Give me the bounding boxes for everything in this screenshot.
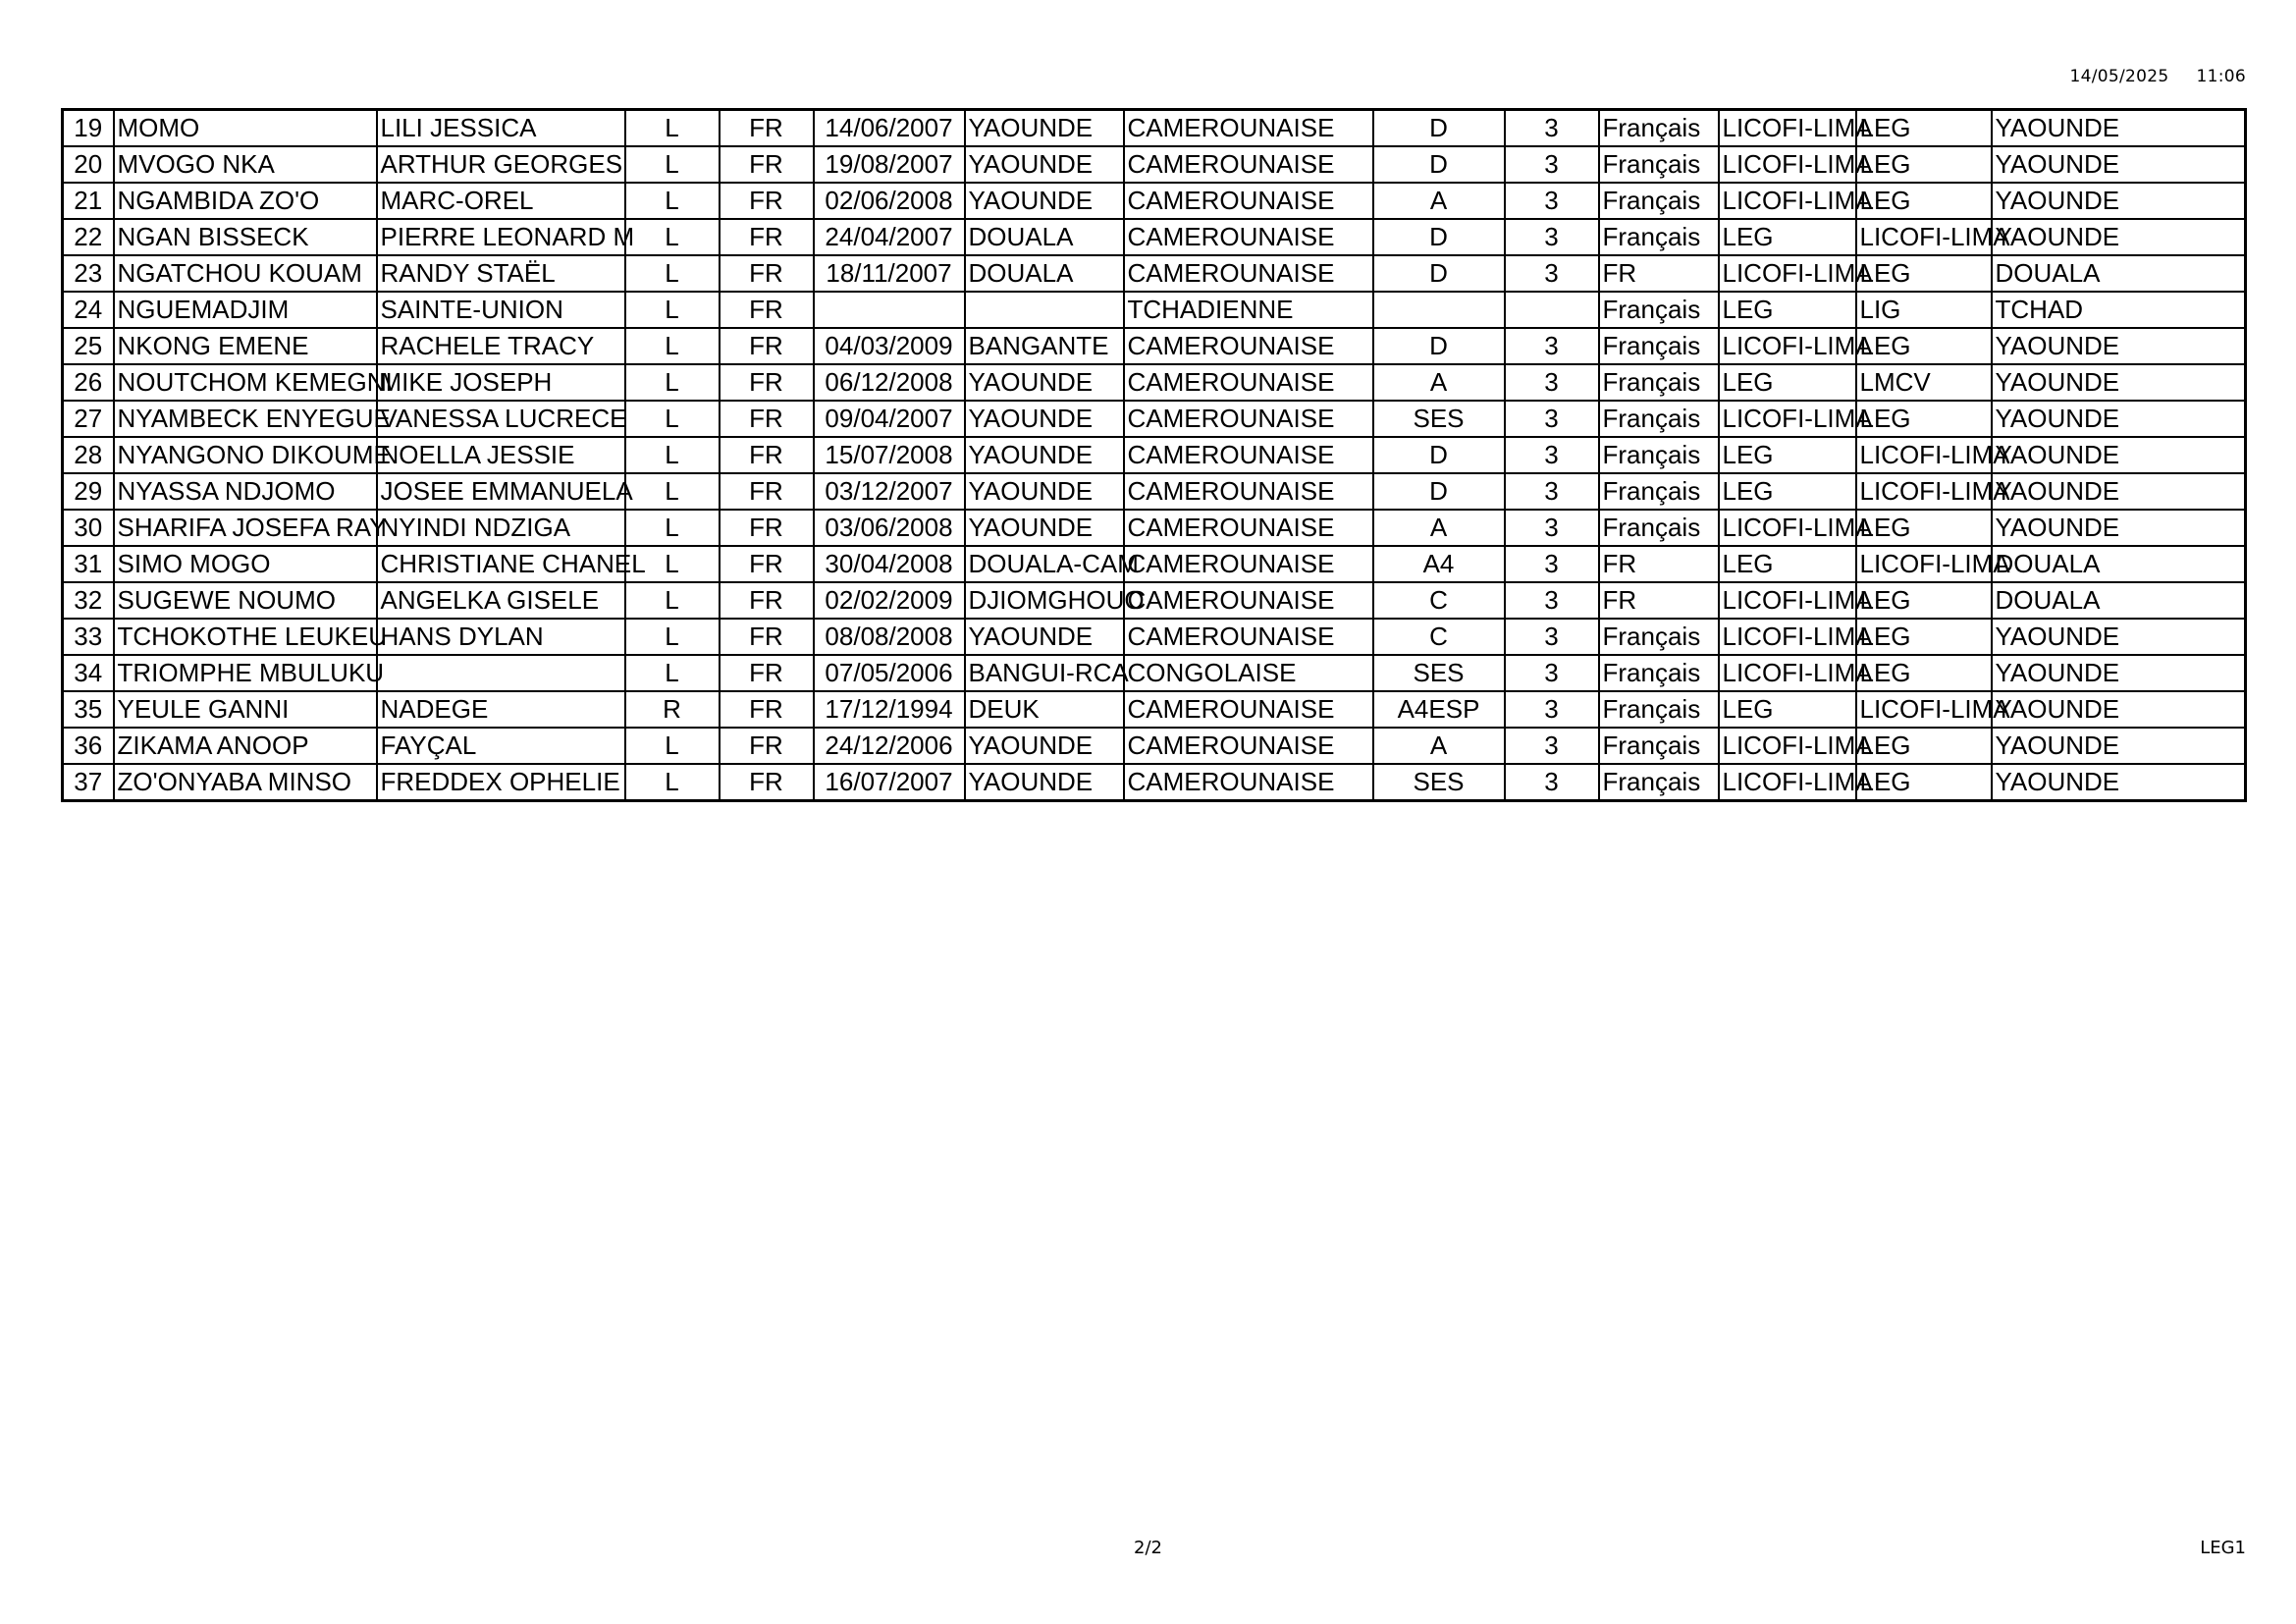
- city-cell: YAOUNDE: [1992, 764, 2246, 801]
- language-cell: FR: [720, 110, 814, 147]
- series-cell: D: [1373, 437, 1505, 473]
- row-number: 20: [63, 146, 114, 183]
- last-name-cell: NYAMBECK ENYEGUE: [114, 401, 377, 437]
- teaching-language-cell: FR: [1599, 546, 1719, 582]
- status-cell: R: [625, 691, 720, 728]
- table-row: [63, 582, 2246, 619]
- status-cell: L: [625, 619, 720, 655]
- table-row: [63, 510, 2246, 546]
- birth-date-cell: 24/12/2006: [814, 728, 965, 764]
- series-cell: A: [1373, 183, 1505, 219]
- level-cell: 3: [1505, 582, 1599, 619]
- series-cell: [1373, 292, 1505, 328]
- teaching-language-cell: FR: [1599, 255, 1719, 292]
- level-cell: 3: [1505, 110, 1599, 147]
- level-cell: 3: [1505, 255, 1599, 292]
- status-cell: L: [625, 255, 720, 292]
- series-cell: A4ESP: [1373, 691, 1505, 728]
- series-cell: C: [1373, 619, 1505, 655]
- last-name-cell: SUGEWE NOUMO: [114, 582, 377, 619]
- teaching-language-cell: Français: [1599, 146, 1719, 183]
- language-cell: FR: [720, 619, 814, 655]
- first-name-cell: ARTHUR GEORGES: [377, 146, 625, 183]
- table-row: [63, 437, 2246, 473]
- choice-2-cell: LEG: [1856, 728, 1992, 764]
- first-name-cell: MIKE JOSEPH: [377, 364, 625, 401]
- teaching-language-cell: Français: [1599, 473, 1719, 510]
- roster-body: [63, 110, 2246, 801]
- choice-1-cell: LICOFI-LIMA: [1719, 728, 1856, 764]
- table-row: [63, 619, 2246, 655]
- language-cell: FR: [720, 219, 814, 255]
- level-cell: 3: [1505, 510, 1599, 546]
- teaching-language-cell: Français: [1599, 110, 1719, 147]
- birth-place-cell: YAOUNDE: [965, 764, 1124, 801]
- choice-1-cell: LEG: [1719, 292, 1856, 328]
- last-name-cell: YEULE GANNI: [114, 691, 377, 728]
- last-name-cell: ZIKAMA ANOOP: [114, 728, 377, 764]
- language-cell: FR: [720, 728, 814, 764]
- teaching-language-cell: Français: [1599, 764, 1719, 801]
- series-cell: A: [1373, 364, 1505, 401]
- birth-date-cell: 03/12/2007: [814, 473, 965, 510]
- level-cell: 3: [1505, 364, 1599, 401]
- table-row: [63, 473, 2246, 510]
- sheet-name: LEG1: [2200, 1538, 2246, 1558]
- row-number: 35: [63, 691, 114, 728]
- table-row: [63, 691, 2246, 728]
- birth-place-cell: YAOUNDE: [965, 619, 1124, 655]
- series-cell: C: [1373, 582, 1505, 619]
- choice-1-cell: LEG: [1719, 473, 1856, 510]
- city-cell: YAOUNDE: [1992, 219, 2246, 255]
- choice-2-cell: LMCV: [1856, 364, 1992, 401]
- birth-date-cell: 02/02/2009: [814, 582, 965, 619]
- level-cell: 3: [1505, 328, 1599, 364]
- row-number: 19: [63, 110, 114, 147]
- choice-2-cell: LEG: [1856, 510, 1992, 546]
- level-cell: 3: [1505, 764, 1599, 801]
- teaching-language-cell: Français: [1599, 401, 1719, 437]
- choice-2-cell: LEG: [1856, 110, 1992, 147]
- student-roster-table: [61, 108, 2247, 802]
- birth-date-cell: 18/11/2007: [814, 255, 965, 292]
- choice-2-cell: LEG: [1856, 764, 1992, 801]
- city-cell: DOUALA: [1992, 546, 2246, 582]
- last-name-cell: NYANGONO DIKOUME: [114, 437, 377, 473]
- birth-date-cell: 07/05/2006: [814, 655, 965, 691]
- series-cell: SES: [1373, 764, 1505, 801]
- choice-2-cell: LEG: [1856, 146, 1992, 183]
- choice-1-cell: LEG: [1719, 437, 1856, 473]
- row-number: 33: [63, 619, 114, 655]
- first-name-cell: LILI JESSICA: [377, 110, 625, 147]
- teaching-language-cell: Français: [1599, 219, 1719, 255]
- nationality-cell: CAMEROUNAISE: [1124, 437, 1373, 473]
- language-cell: FR: [720, 655, 814, 691]
- series-cell: SES: [1373, 401, 1505, 437]
- teaching-language-cell: Français: [1599, 510, 1719, 546]
- teaching-language-cell: Français: [1599, 364, 1719, 401]
- birth-place-cell: YAOUNDE: [965, 437, 1124, 473]
- level-cell: 3: [1505, 146, 1599, 183]
- birth-date-cell: 08/08/2008: [814, 619, 965, 655]
- table-row: [63, 364, 2246, 401]
- choice-2-cell: LEG: [1856, 183, 1992, 219]
- print-timestamp: [2070, 67, 2246, 86]
- birth-place-cell: DEUK: [965, 691, 1124, 728]
- birth-place-cell: YAOUNDE: [965, 364, 1124, 401]
- choice-2-cell: LEG: [1856, 255, 1992, 292]
- birth-place-cell: DOUALA-CAM: [965, 546, 1124, 582]
- language-cell: FR: [720, 691, 814, 728]
- birth-date-cell: 06/12/2008: [814, 364, 965, 401]
- first-name-cell: SAINTE-UNION: [377, 292, 625, 328]
- level-cell: 3: [1505, 691, 1599, 728]
- teaching-language-cell: Français: [1599, 328, 1719, 364]
- table-row: [63, 546, 2246, 582]
- birth-date-cell: 16/07/2007: [814, 764, 965, 801]
- last-name-cell: NKONG EMENE: [114, 328, 377, 364]
- birth-place-cell: DOUALA: [965, 255, 1124, 292]
- level-cell: [1505, 292, 1599, 328]
- series-cell: A: [1373, 728, 1505, 764]
- series-cell: D: [1373, 473, 1505, 510]
- series-cell: SES: [1373, 655, 1505, 691]
- choice-1-cell: LICOFI-LIMA: [1719, 110, 1856, 147]
- nationality-cell: CAMEROUNAISE: [1124, 582, 1373, 619]
- city-cell: YAOUNDE: [1992, 510, 2246, 546]
- city-cell: YAOUNDE: [1992, 655, 2246, 691]
- first-name-cell: HANS DYLAN: [377, 619, 625, 655]
- choice-2-cell: LEG: [1856, 655, 1992, 691]
- language-cell: FR: [720, 510, 814, 546]
- choice-1-cell: LEG: [1719, 219, 1856, 255]
- language-cell: FR: [720, 473, 814, 510]
- choice-2-cell: LICOFI-LIMA: [1856, 437, 1992, 473]
- nationality-cell: CAMEROUNAISE: [1124, 546, 1373, 582]
- city-cell: YAOUNDE: [1992, 110, 2246, 147]
- status-cell: L: [625, 146, 720, 183]
- choice-1-cell: LICOFI-LIMA: [1719, 619, 1856, 655]
- nationality-cell: CAMEROUNAISE: [1124, 401, 1373, 437]
- teaching-language-cell: Français: [1599, 183, 1719, 219]
- choice-2-cell: LICOFI-LIMA: [1856, 473, 1992, 510]
- choice-1-cell: LICOFI-LIMA: [1719, 183, 1856, 219]
- choice-2-cell: LICOFI-LIMA: [1856, 219, 1992, 255]
- nationality-cell: CAMEROUNAISE: [1124, 764, 1373, 801]
- birth-date-cell: [814, 292, 965, 328]
- choice-1-cell: LEG: [1719, 546, 1856, 582]
- choice-1-cell: LEG: [1719, 364, 1856, 401]
- birth-date-cell: 30/04/2008: [814, 546, 965, 582]
- city-cell: YAOUNDE: [1992, 473, 2246, 510]
- row-number: 22: [63, 219, 114, 255]
- last-name-cell: SHARIFA JOSEFA RAY: [114, 510, 377, 546]
- status-cell: L: [625, 401, 720, 437]
- status-cell: L: [625, 328, 720, 364]
- city-cell: DOUALA: [1992, 255, 2246, 292]
- birth-date-cell: 17/12/1994: [814, 691, 965, 728]
- birth-place-cell: YAOUNDE: [965, 473, 1124, 510]
- birth-place-cell: YAOUNDE: [965, 401, 1124, 437]
- birth-place-cell: DOUALA: [965, 219, 1124, 255]
- birth-place-cell: BANGUI-RCA: [965, 655, 1124, 691]
- series-cell: A: [1373, 510, 1505, 546]
- choice-1-cell: LICOFI-LIMA: [1719, 655, 1856, 691]
- language-cell: FR: [720, 364, 814, 401]
- row-number: 26: [63, 364, 114, 401]
- language-cell: FR: [720, 546, 814, 582]
- table-row: [63, 728, 2246, 764]
- choice-1-cell: LICOFI-LIMA: [1719, 582, 1856, 619]
- nationality-cell: CAMEROUNAISE: [1124, 183, 1373, 219]
- last-name-cell: NGAMBIDA ZO'O: [114, 183, 377, 219]
- row-number: 30: [63, 510, 114, 546]
- city-cell: YAOUNDE: [1992, 146, 2246, 183]
- row-number: 28: [63, 437, 114, 473]
- city-cell: YAOUNDE: [1992, 728, 2246, 764]
- city-cell: YAOUNDE: [1992, 183, 2246, 219]
- choice-2-cell: LEG: [1856, 328, 1992, 364]
- teaching-language-cell: Français: [1599, 655, 1719, 691]
- nationality-cell: CAMEROUNAISE: [1124, 255, 1373, 292]
- first-name-cell: RACHELE TRACY: [377, 328, 625, 364]
- table-row: [63, 328, 2246, 364]
- first-name-cell: FREDDEX OPHELIE: [377, 764, 625, 801]
- table-row: [63, 219, 2246, 255]
- last-name-cell: ZO'ONYABA MINSO: [114, 764, 377, 801]
- birth-date-cell: 19/08/2007: [814, 146, 965, 183]
- last-name-cell: NGUEMADJIM: [114, 292, 377, 328]
- level-cell: 3: [1505, 401, 1599, 437]
- choice-2-cell: LICOFI-LIMA: [1856, 546, 1992, 582]
- level-cell: 3: [1505, 219, 1599, 255]
- row-number: 24: [63, 292, 114, 328]
- city-cell: YAOUNDE: [1992, 619, 2246, 655]
- first-name-cell: ANGELKA GISELE: [377, 582, 625, 619]
- table-row: [63, 764, 2246, 801]
- level-cell: 3: [1505, 437, 1599, 473]
- birth-place-cell: YAOUNDE: [965, 510, 1124, 546]
- last-name-cell: NYASSA NDJOMO: [114, 473, 377, 510]
- city-cell: YAOUNDE: [1992, 328, 2246, 364]
- nationality-cell: CAMEROUNAISE: [1124, 146, 1373, 183]
- last-name-cell: NGATCHOU KOUAM: [114, 255, 377, 292]
- choice-2-cell: LICOFI-LIMA: [1856, 691, 1992, 728]
- print-time: 11:06: [2196, 67, 2246, 86]
- table-row: [63, 255, 2246, 292]
- series-cell: D: [1373, 146, 1505, 183]
- status-cell: L: [625, 183, 720, 219]
- status-cell: L: [625, 437, 720, 473]
- row-number: 34: [63, 655, 114, 691]
- print-date: 14/05/2025: [2069, 67, 2169, 86]
- teaching-language-cell: Français: [1599, 292, 1719, 328]
- first-name-cell: NOELLA JESSIE: [377, 437, 625, 473]
- birth-date-cell: 15/07/2008: [814, 437, 965, 473]
- nationality-cell: CONGOLAISE: [1124, 655, 1373, 691]
- first-name-cell: PIERRE LEONARD M: [377, 219, 625, 255]
- birth-date-cell: 24/04/2007: [814, 219, 965, 255]
- nationality-cell: CAMEROUNAISE: [1124, 219, 1373, 255]
- last-name-cell: NOUTCHOM KEMEGNI: [114, 364, 377, 401]
- birth-date-cell: 03/06/2008: [814, 510, 965, 546]
- language-cell: FR: [720, 401, 814, 437]
- last-name-cell: NGAN BISSECK: [114, 219, 377, 255]
- row-number: 23: [63, 255, 114, 292]
- nationality-cell: CAMEROUNAISE: [1124, 691, 1373, 728]
- status-cell: L: [625, 110, 720, 147]
- nationality-cell: CAMEROUNAISE: [1124, 728, 1373, 764]
- last-name-cell: MVOGO NKA: [114, 146, 377, 183]
- status-cell: L: [625, 655, 720, 691]
- language-cell: FR: [720, 764, 814, 801]
- birth-place-cell: [965, 292, 1124, 328]
- first-name-cell: JOSEE EMMANUELA: [377, 473, 625, 510]
- choice-2-cell: LEG: [1856, 582, 1992, 619]
- level-cell: 3: [1505, 619, 1599, 655]
- birth-place-cell: DJIOMGHOUO: [965, 582, 1124, 619]
- series-cell: A4: [1373, 546, 1505, 582]
- status-cell: L: [625, 582, 720, 619]
- last-name-cell: SIMO MOGO: [114, 546, 377, 582]
- first-name-cell: FAYÇAL: [377, 728, 625, 764]
- nationality-cell: CAMEROUNAISE: [1124, 328, 1373, 364]
- nationality-cell: CAMEROUNAISE: [1124, 110, 1373, 147]
- level-cell: 3: [1505, 655, 1599, 691]
- status-cell: L: [625, 473, 720, 510]
- status-cell: L: [625, 219, 720, 255]
- choice-1-cell: LICOFI-LIMA: [1719, 328, 1856, 364]
- nationality-cell: CAMEROUNAISE: [1124, 619, 1373, 655]
- series-cell: D: [1373, 328, 1505, 364]
- language-cell: FR: [720, 437, 814, 473]
- nationality-cell: CAMEROUNAISE: [1124, 473, 1373, 510]
- teaching-language-cell: FR: [1599, 582, 1719, 619]
- level-cell: 3: [1505, 473, 1599, 510]
- birth-date-cell: 09/04/2007: [814, 401, 965, 437]
- choice-1-cell: LICOFI-LIMA: [1719, 146, 1856, 183]
- birth-date-cell: 04/03/2009: [814, 328, 965, 364]
- first-name-cell: VANESSA LUCRECE: [377, 401, 625, 437]
- row-number: 21: [63, 183, 114, 219]
- language-cell: FR: [720, 183, 814, 219]
- row-number: 37: [63, 764, 114, 801]
- birth-date-cell: 02/06/2008: [814, 183, 965, 219]
- nationality-cell: CAMEROUNAISE: [1124, 364, 1373, 401]
- table-row: [63, 292, 2246, 328]
- last-name-cell: TRIOMPHE MBULUKU: [114, 655, 377, 691]
- row-number: 36: [63, 728, 114, 764]
- city-cell: DOUALA: [1992, 582, 2246, 619]
- row-number: 32: [63, 582, 114, 619]
- series-cell: D: [1373, 219, 1505, 255]
- status-cell: L: [625, 546, 720, 582]
- city-cell: YAOUNDE: [1992, 364, 2246, 401]
- level-cell: 3: [1505, 183, 1599, 219]
- row-number: 27: [63, 401, 114, 437]
- choice-2-cell: LEG: [1856, 619, 1992, 655]
- series-cell: D: [1373, 255, 1505, 292]
- language-cell: FR: [720, 292, 814, 328]
- table-row: [63, 183, 2246, 219]
- first-name-cell: [377, 655, 625, 691]
- language-cell: FR: [720, 582, 814, 619]
- table-row: [63, 401, 2246, 437]
- birth-place-cell: YAOUNDE: [965, 110, 1124, 147]
- teaching-language-cell: Français: [1599, 728, 1719, 764]
- choice-1-cell: LICOFI-LIMA: [1719, 401, 1856, 437]
- first-name-cell: CHRISTIANE CHANEL: [377, 546, 625, 582]
- last-name-cell: MOMO: [114, 110, 377, 147]
- row-number: 29: [63, 473, 114, 510]
- choice-2-cell: LEG: [1856, 401, 1992, 437]
- status-cell: L: [625, 764, 720, 801]
- birth-place-cell: YAOUNDE: [965, 728, 1124, 764]
- choice-1-cell: LEG: [1719, 691, 1856, 728]
- page-number: 2/2: [1134, 1538, 1162, 1558]
- row-number: 25: [63, 328, 114, 364]
- first-name-cell: RANDY STAËL: [377, 255, 625, 292]
- city-cell: YAOUNDE: [1992, 691, 2246, 728]
- birth-date-cell: 14/06/2007: [814, 110, 965, 147]
- language-cell: FR: [720, 146, 814, 183]
- teaching-language-cell: Français: [1599, 691, 1719, 728]
- first-name-cell: NYINDI NDZIGA: [377, 510, 625, 546]
- level-cell: 3: [1505, 546, 1599, 582]
- table-row: [63, 655, 2246, 691]
- city-cell: YAOUNDE: [1992, 401, 2246, 437]
- teaching-language-cell: Français: [1599, 437, 1719, 473]
- nationality-cell: TCHADIENNE: [1124, 292, 1373, 328]
- level-cell: 3: [1505, 728, 1599, 764]
- status-cell: L: [625, 728, 720, 764]
- choice-1-cell: LICOFI-LIMA: [1719, 255, 1856, 292]
- row-number: 31: [63, 546, 114, 582]
- table-row: [63, 146, 2246, 183]
- birth-place-cell: YAOUNDE: [965, 183, 1124, 219]
- series-cell: D: [1373, 110, 1505, 147]
- nationality-cell: CAMEROUNAISE: [1124, 510, 1373, 546]
- teaching-language-cell: Français: [1599, 619, 1719, 655]
- language-cell: FR: [720, 255, 814, 292]
- first-name-cell: MARC-OREL: [377, 183, 625, 219]
- city-cell: TCHAD: [1992, 292, 2246, 328]
- status-cell: L: [625, 364, 720, 401]
- last-name-cell: TCHOKOTHE LEUKEU: [114, 619, 377, 655]
- status-cell: L: [625, 292, 720, 328]
- choice-1-cell: LICOFI-LIMA: [1719, 510, 1856, 546]
- choice-2-cell: LIG: [1856, 292, 1992, 328]
- table-row: [63, 110, 2246, 147]
- language-cell: FR: [720, 328, 814, 364]
- city-cell: YAOUNDE: [1992, 437, 2246, 473]
- birth-place-cell: BANGANTE: [965, 328, 1124, 364]
- birth-place-cell: YAOUNDE: [965, 146, 1124, 183]
- status-cell: L: [625, 510, 720, 546]
- first-name-cell: NADEGE: [377, 691, 625, 728]
- choice-1-cell: LICOFI-LIMA: [1719, 764, 1856, 801]
